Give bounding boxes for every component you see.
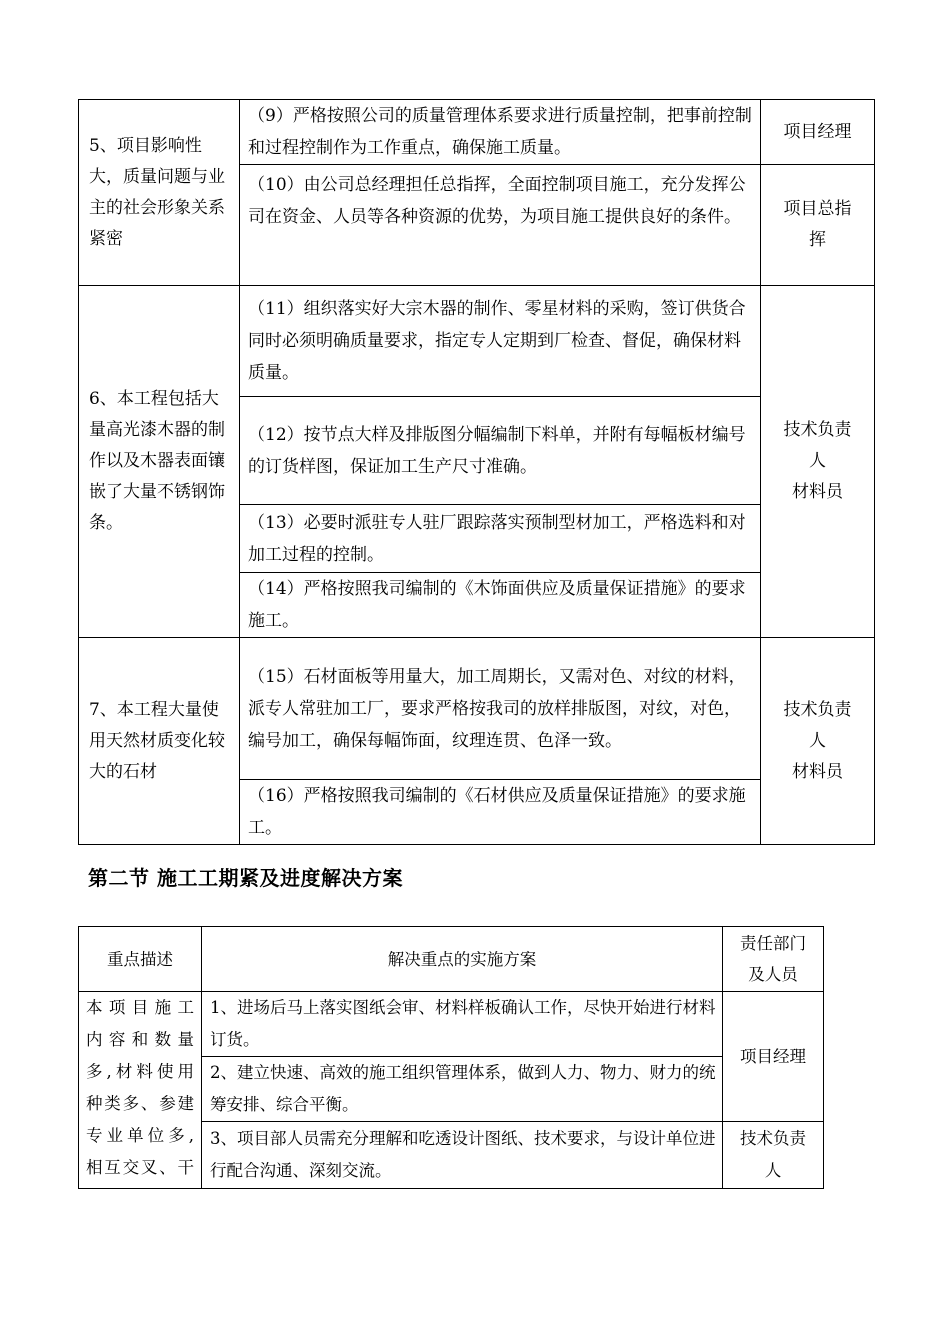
measure-16: （16）严格按照我司编制的《石材供应及质量保证措施》的要求施工。 bbox=[240, 780, 761, 845]
owner-project-manager: 项目经理 bbox=[723, 992, 824, 1122]
measure-12: （12）按节点大样及排版图分幅编制下料单，并附有每幅板材编号的订货样图，保证加工生产尺寸准确。 bbox=[240, 397, 761, 505]
owner-group-6: 技术负责 人 材料员 bbox=[761, 286, 875, 638]
measure-10: （10）由公司总经理担任总指挥，全面控制项目施工，充分发挥公司在资金、人员等各种资源的优势，为项目施工提供良好的条件。 bbox=[240, 165, 761, 286]
owner-measure-9: 项目经理 bbox=[761, 100, 875, 165]
key-line: 相互交叉、干 bbox=[86, 1158, 194, 1177]
key-line: 多,材料使用 bbox=[86, 1062, 194, 1081]
measure-13: （13）必要时派驻专人驻厂跟踪落实预制型材加工，严格选料和对加工过程的控制。 bbox=[240, 505, 761, 573]
key-line: 内容和数量 bbox=[86, 1030, 194, 1049]
measure-11: （11）组织落实好大宗木器的制作、零星材料的采购，签订供货合同时必须明确质量要求，指定专人定期到厂检查、督促，确保材料质量。 bbox=[240, 286, 761, 397]
plan-3: 3、项目部人员需充分理解和吃透设计图纸、技术要求，与设计单位进行配合沟通、深刻交流。 bbox=[202, 1122, 723, 1189]
owner-measure-10: 项目总指 挥 bbox=[761, 165, 875, 286]
plan-1: 1、进场后马上落实图纸会审、材料样板确认工作，尽快开始进行材料订货。 bbox=[202, 992, 723, 1057]
section-heading: 第二节 施工工期紧及进度解决方案 bbox=[88, 866, 403, 890]
header-responsible: 责任部门 及人员 bbox=[723, 927, 824, 992]
owner-group-7: 技术负责 人 材料员 bbox=[761, 638, 875, 845]
header-row bbox=[79, 927, 824, 992]
header-key-description: 重点描述 bbox=[79, 927, 202, 992]
key-point-5: 5、项目影响性大，质量问题与业主的社会形象关系紧密 bbox=[79, 100, 240, 286]
measure-15: （15）石材面板等用量大，加工周期长，又需对色、对纹的材料，派专人常驻加工厂，要求严格按我司的放样排版图，对纹，对色，编号加工，确保每幅饰面，纹理连贯、色泽一致。 bbox=[240, 638, 761, 780]
table-row bbox=[79, 638, 875, 780]
schedule-solution-table bbox=[78, 926, 824, 1189]
plan-2: 2、建立快速、高效的施工组织管理体系，做到人力、物力、财力的统筹安排、综合平衡。 bbox=[202, 1057, 723, 1122]
quality-measures-table bbox=[78, 99, 875, 845]
key-line: 专业单位多, bbox=[86, 1126, 194, 1145]
key-line: 本项目施工 bbox=[86, 998, 194, 1017]
table-row bbox=[79, 100, 875, 165]
table-row bbox=[79, 286, 875, 397]
key-point-6: 6、本工程包括大量高光漆木器的制作以及木器表面镶嵌了大量不锈钢饰条。 bbox=[79, 286, 240, 638]
owner-technical-lead: 技术负责 人 bbox=[723, 1122, 824, 1189]
key-line: 种类多、参建 bbox=[86, 1094, 194, 1113]
measure-9: （9）严格按照公司的质量管理体系要求进行质量控制，把事前控制和过程控制作为工作重点，确保施工质量。 bbox=[240, 100, 761, 165]
header-implementation-plan: 解决重点的实施方案 bbox=[202, 927, 723, 992]
key-description bbox=[79, 992, 202, 1189]
table-row bbox=[79, 992, 824, 1057]
key-point-7: 7、本工程大量使用天然材质变化较大的石材 bbox=[79, 638, 240, 845]
measure-14: （14）严格按照我司编制的《木饰面供应及质量保证措施》的要求施工。 bbox=[240, 573, 761, 638]
